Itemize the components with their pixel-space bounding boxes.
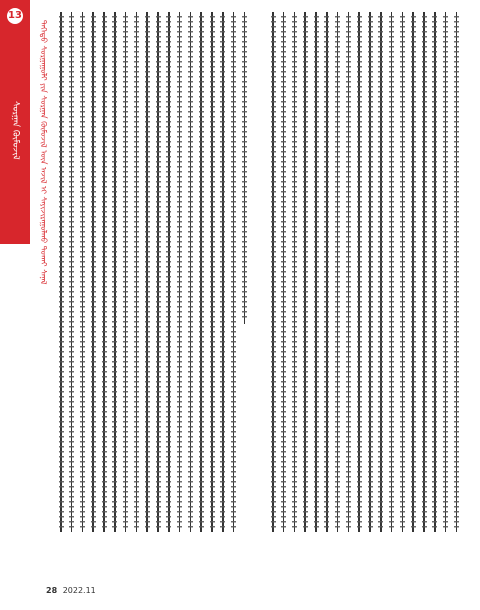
text-column-left xyxy=(58,12,258,532)
text-line xyxy=(281,12,288,532)
text-line xyxy=(367,12,374,532)
text-line xyxy=(242,12,249,532)
text-line xyxy=(155,12,162,532)
text-line xyxy=(335,12,342,532)
section-side-bar xyxy=(0,0,30,244)
text-line xyxy=(112,12,119,532)
text-line xyxy=(378,12,385,532)
text-line xyxy=(134,12,141,532)
text-line xyxy=(220,12,227,532)
article-body xyxy=(58,12,468,532)
text-line xyxy=(356,12,363,532)
text-line xyxy=(410,12,417,532)
text-line xyxy=(123,12,130,532)
text-column-right xyxy=(270,12,468,532)
text-line xyxy=(432,12,439,532)
text-line xyxy=(270,12,277,532)
text-line xyxy=(454,12,461,532)
issue-date: 2022.11 xyxy=(62,586,96,595)
text-line xyxy=(177,12,184,532)
text-line xyxy=(209,12,216,532)
page-number: 28 xyxy=(46,586,58,595)
text-line xyxy=(292,12,299,532)
text-line xyxy=(58,12,65,532)
text-line xyxy=(421,12,428,532)
text-line xyxy=(346,12,353,532)
text-line xyxy=(90,12,97,532)
page-footer xyxy=(46,586,96,595)
text-line xyxy=(198,12,205,532)
text-line xyxy=(302,12,309,532)
section-category: ᠰᠤᠷᠭᠠᠨ ᠬᠦᠮᠦᠵᠢᠯ xyxy=(10,100,20,160)
text-line xyxy=(101,12,108,532)
text-line xyxy=(389,12,396,532)
text-line xyxy=(166,12,173,532)
text-line xyxy=(144,12,151,532)
article-title: ᠳᠡᠭᠡᠳᠦ ᠰᠤᠷᠭᠠᠭᠤᠯᠢ ᠶᠢᠨ ᠰᠤᠷᠭᠠᠨ ᠬᠦᠮᠦᠵᠢᠯ ᠦᠨ ᠠᠵᠢᠯ ᠢ ᠰᠠᠶᠢᠵᠢᠷᠠᠭᠤᠯᠬᠤ ᠲᠤᠬᠠᠢ ᠰᠠᠨᠠᠯ xyxy=(39,20,48,285)
text-line xyxy=(231,12,238,532)
section-number: 13 xyxy=(7,8,23,24)
text-line xyxy=(400,12,407,532)
text-line xyxy=(188,12,195,532)
text-line xyxy=(313,12,320,532)
text-line xyxy=(80,12,87,532)
text-line xyxy=(324,12,331,532)
text-line xyxy=(69,12,76,532)
text-line xyxy=(443,12,450,532)
